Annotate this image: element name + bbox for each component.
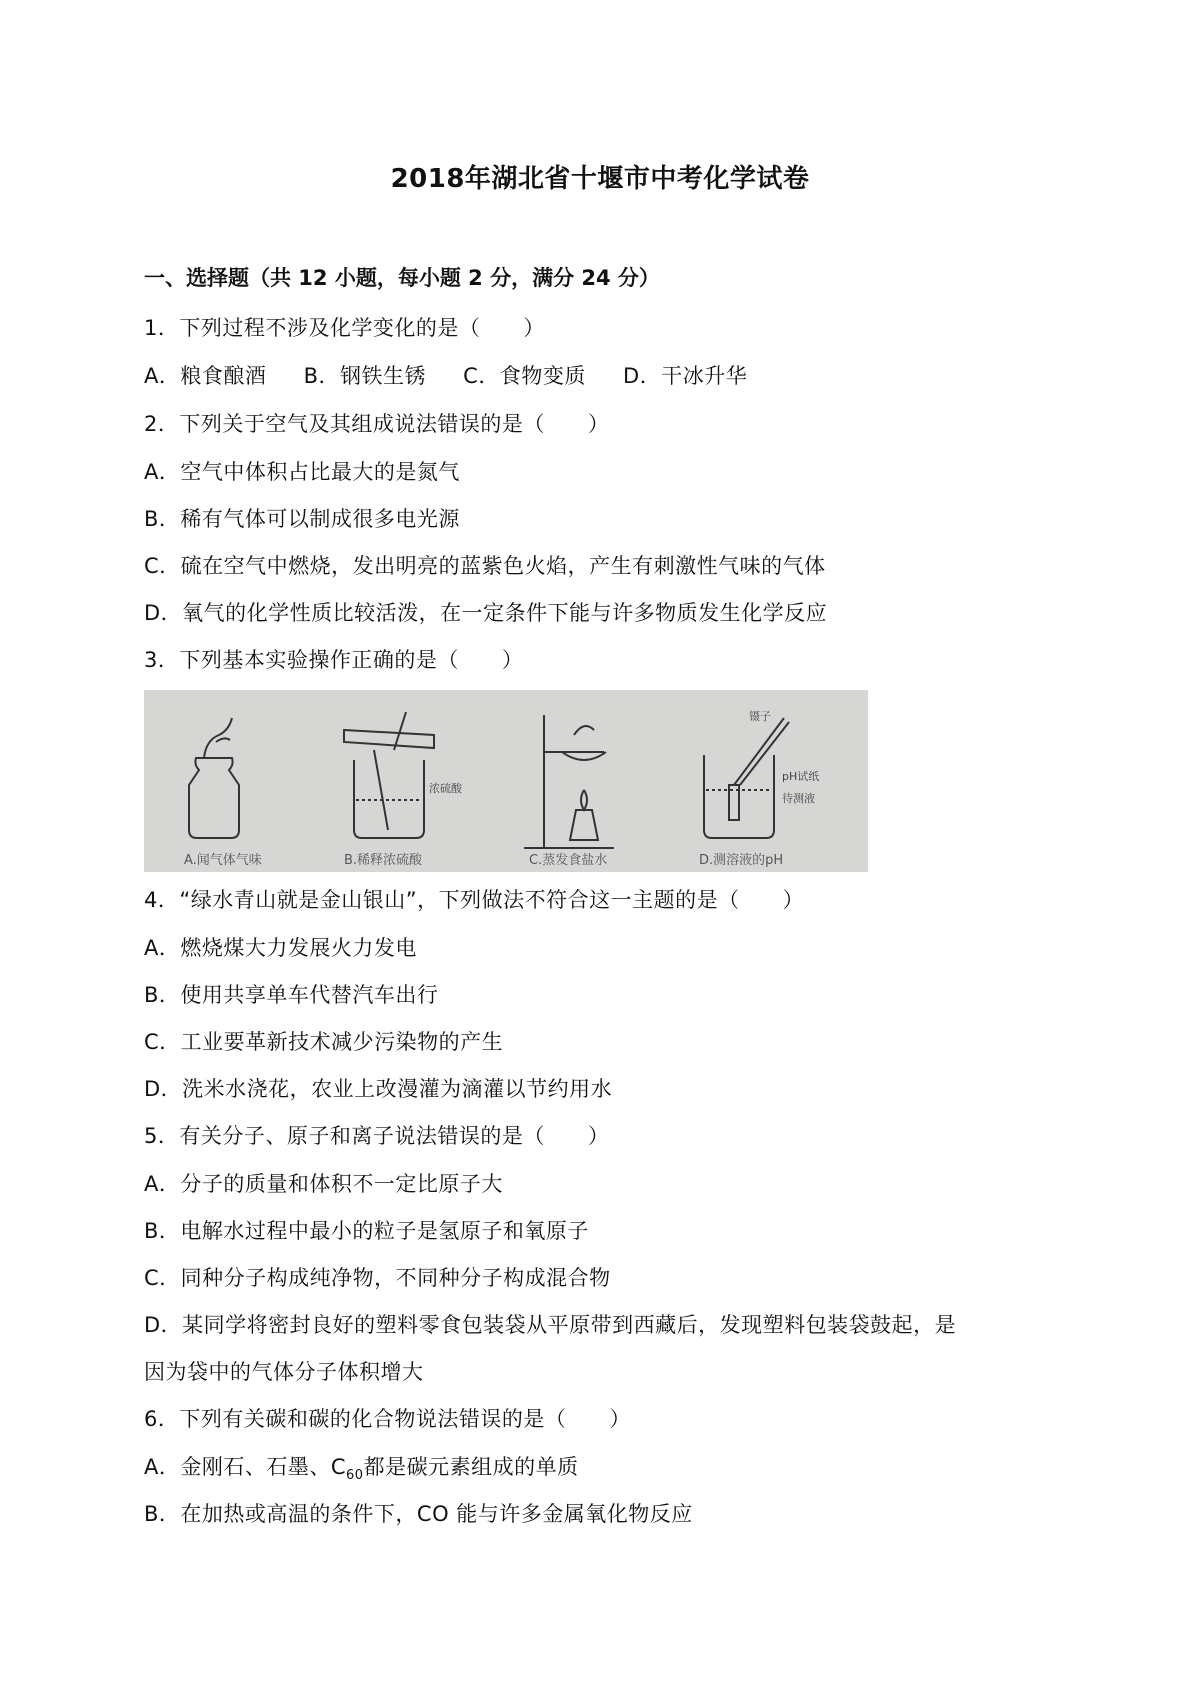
q4-option-c: C．工业要革新技术减少污染物的产生 (144, 1030, 504, 1054)
page-title: 2018年湖北省十堰市中考化学试卷 (390, 164, 810, 194)
lab-figure-drawing (144, 690, 868, 872)
q4-stem: 4．“绿水青山就是金山银山”，下列做法不符合这一主题的是（ ） (144, 888, 805, 912)
q4-option-d: D．洗米水浇花，农业上改漫灌为滴灌以节约用水 (144, 1077, 613, 1101)
label-ph-paper: pH试纸 (782, 770, 820, 783)
q1-option-c: C．食物变质 (463, 364, 586, 388)
label-tweezers: 镊子 (749, 710, 771, 723)
gas-bottle-icon (189, 718, 239, 838)
caption-a: A.闻气体气味 (184, 853, 262, 868)
q1-option-d: D．干冰升华 (623, 364, 748, 388)
q6-option-a-subscript: 60 (346, 1468, 364, 1484)
q1-option-b: B．钢铁生锈 (303, 364, 426, 388)
q2-option-b: B．稀有气体可以制成很多电光源 (144, 507, 460, 531)
q6-stem: 6．下列有关碳和碳的化合物说法错误的是（ ） (144, 1407, 631, 1431)
q2-stem: 2．下列关于空气及其组成说法错误的是（ ） (144, 412, 610, 436)
caption-b: B.稀释浓硫酸 (344, 853, 423, 868)
q5-stem: 5．有关分子、原子和离子说法错误的是（ ） (144, 1124, 610, 1148)
evaporation-setup-icon (524, 715, 614, 848)
q5-option-d-line2: 因为袋中的气体分子体积增大 (144, 1360, 424, 1384)
q5-option-a: A．分子的质量和体积不一定比原子大 (144, 1172, 503, 1196)
q4-option-b: B．使用共享单车代替汽车出行 (144, 983, 439, 1007)
q6-option-a (144, 1451, 579, 1483)
q5-option-c: C．同种分子构成纯净物，不同种分子构成混合物 (144, 1266, 611, 1290)
q6-option-a-pre: A．金刚石、石墨、C (144, 1455, 347, 1479)
q1-option-a: A．粮食酿酒 (144, 364, 267, 388)
q6-option-b: B．在加热或高温的条件下，CO 能与许多金属氧化物反应 (144, 1502, 693, 1526)
q2-option-a: A．空气中体积占比最大的是氮气 (144, 460, 460, 484)
ph-test-icon (704, 718, 789, 838)
beaker-dilution-icon (344, 712, 434, 838)
q5-option-d-line1: D．某同学将密封良好的塑料零食包装袋从平原带到西藏后，发现塑料包装袋鼓起，是 (144, 1313, 957, 1337)
label-test-liquid: 待测液 (782, 792, 815, 805)
section-heading: 一、选择题（共 12 小题，每小题 2 分，满分 24 分） (144, 266, 660, 290)
q5-option-b: B．电解水过程中最小的粒子是氢原子和氧原子 (144, 1219, 589, 1243)
lab-operations-figure (144, 690, 868, 872)
q1-options (144, 360, 777, 390)
caption-d: D.测溶液的pH (699, 853, 784, 868)
caption-c: C.蒸发食盐水 (529, 853, 608, 868)
q2-option-d: D．氧气的化学性质比较活泼，在一定条件下能与许多物质发生化学反应 (144, 601, 828, 625)
label-conc-acid: 浓硫酸 (429, 782, 462, 795)
q2-option-c: C．硫在空气中燃烧，发出明亮的蓝紫色火焰，产生有刺激性气味的气体 (144, 554, 826, 578)
q6-option-a-post: 都是碳元素组成的单质 (363, 1455, 579, 1479)
q4-option-a: A．燃烧煤大力发展火力发电 (144, 936, 417, 960)
q3-stem: 3．下列基本实验操作正确的是（ ） (144, 648, 524, 672)
q1-stem: 1．下列过程不涉及化学变化的是（ ） (144, 316, 545, 340)
